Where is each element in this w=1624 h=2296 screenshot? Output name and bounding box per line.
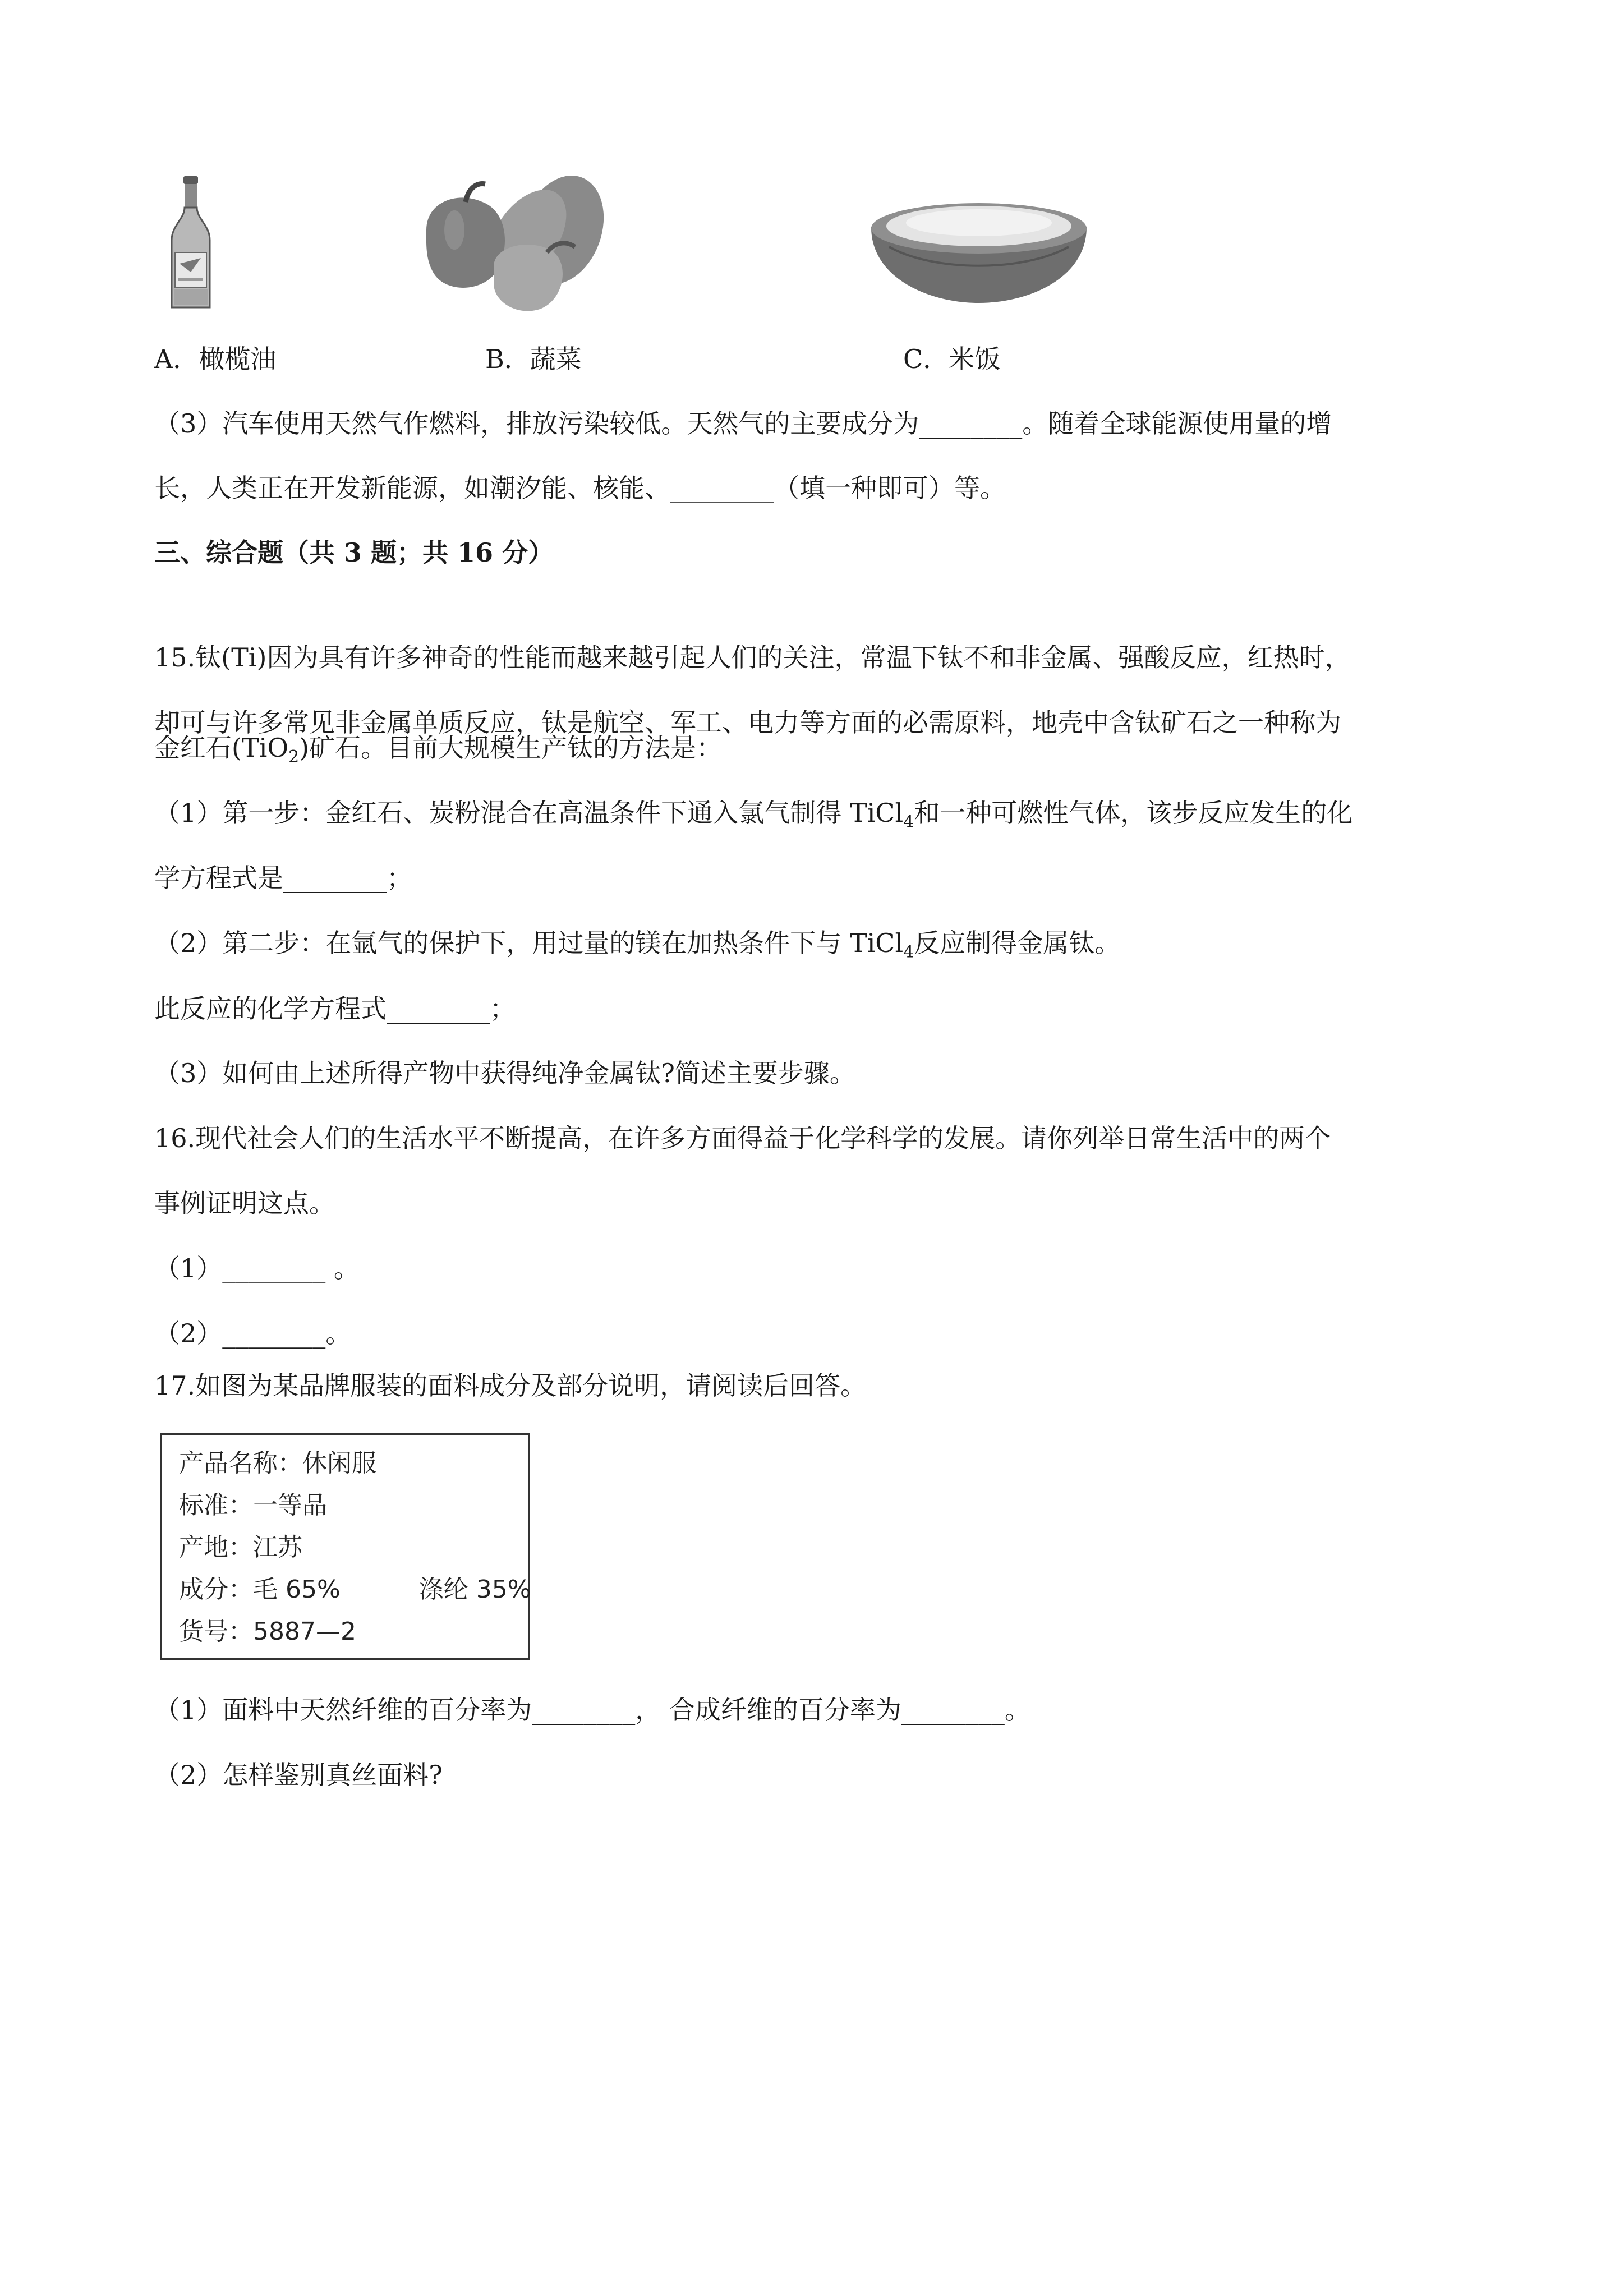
olive-oil-image [168,174,213,311]
label-composition-wool: 成分：毛 65% [179,1575,341,1604]
label-product-name: 产品名称：休闲服 [179,1449,376,1478]
q17-part1: （1）面料中天然纤维的百分率为________， 合成纤维的百分率为________。 [154,1695,1030,1725]
q15-line3 [154,731,722,765]
q15-line3-part-a: 金红石(TiO [154,733,289,763]
q15-line3-part-b: )矿石。目前大规模生产钛的方法是： [299,733,723,763]
q15-part2-line1 [154,926,1120,960]
option-a: A．橄榄油 [154,344,277,374]
label-composition [179,1574,531,1605]
option-c: C．米饭 [903,344,1001,374]
q15-part1-b: 和一种可燃性气体，该步反应发生的化 [914,798,1353,828]
q14-3-line2: 长，人类正在开发新能源，如潮汐能、核能、________（填一种即可）等。 [154,473,1006,503]
rice-image [867,194,1091,306]
label-standard: 标准：一等品 [179,1491,327,1520]
label-item-number: 货号：5887—2 [179,1617,356,1646]
q15-part3: （3）如何由上述所得产物中获得纯净金属钛?简述主要步骤。 [154,1058,855,1088]
q15-line2: 却可与许多常见非金属单质反应，钛是航空、军工、电力等方面的必需原料，地壳中含钛矿石之一种称为 [154,707,1341,738]
q15-line1: 15.钛(Ti)因为具有许多神奇的性能而越来越引起人们的关注，常温下钛不和非金属、强酸反应，红热时， [154,642,1351,673]
q17-part2: （2）怎样鉴别真丝面料? [154,1760,443,1790]
q15-part2-subscript: 4 [903,942,914,962]
q15-part2-line2: 此反应的化学方程式________； [154,993,516,1024]
label-composition-polyester: 涤纶 35% [418,1575,531,1604]
section-heading: 三、综合题（共 3 题；共 16 分） [154,537,554,568]
q16-part2: （2）________。 [154,1318,352,1349]
q14-3-line1: （3）汽车使用天然气作燃料，排放污染较低。天然气的主要成分为________。随着全球能源使用量的增 [154,408,1332,439]
q15-part1-line2: 学方程式是________； [154,863,412,893]
q16-part1: （1）________ 。 [154,1253,360,1283]
q15-part1-subscript: 4 [903,812,914,832]
q15-part2-a: （2）第二步：在氩气的保护下，用过量的镁在加热条件下与 TiCl [154,928,904,958]
label-origin: 产地：江苏 [179,1533,302,1562]
q15-part2-b: 反应制得金属钛。 [914,928,1121,958]
q17-line1: 17.如图为某品牌服装的面料成分及部分说明，请阅读后回答。 [154,1370,867,1401]
clothing-label [160,1433,530,1660]
option-b: B．蔬菜 [485,344,582,374]
q16-line2: 事例证明这点。 [154,1188,335,1218]
q16-line1: 16.现代社会人们的生活水平不断提高，在许多方面得益于化学科学的发展。请你列举日常生活中的两个 [154,1123,1331,1153]
vegetables-image [415,168,617,317]
q15-part1-line1 [154,796,1352,830]
q15-part1-a: （1）第一步：金红石、炭粉混合在高温条件下通入氯气制得 TiCl [154,798,904,828]
q15-line3-subscript: 2 [288,747,300,767]
